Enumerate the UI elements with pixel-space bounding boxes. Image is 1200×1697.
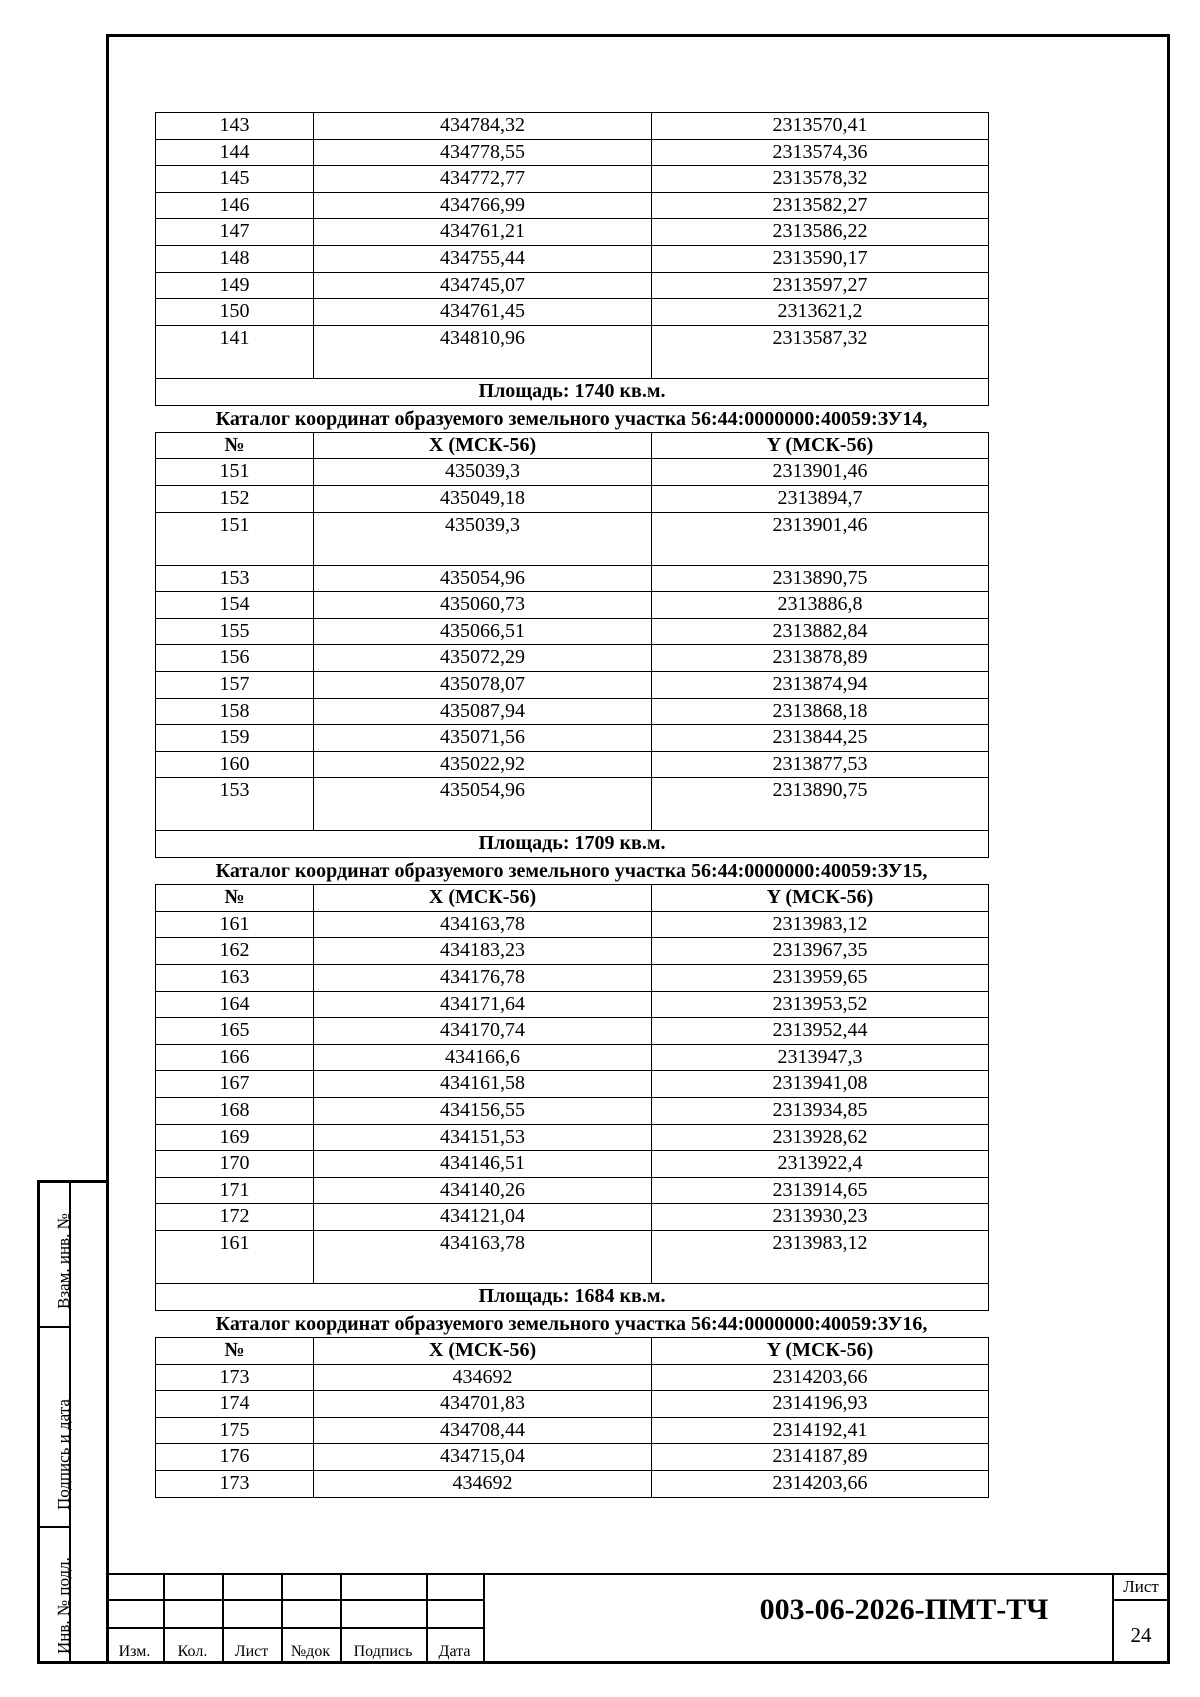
y-coord-cell: 2313928,62 (652, 1124, 989, 1151)
x-coord-cell: 434171,64 (314, 991, 652, 1018)
y-coord-cell: 2313890,75 (652, 778, 989, 831)
y-coord-cell: 2313874,94 (652, 671, 989, 698)
y-coord-cell: 2313930,23 (652, 1204, 989, 1231)
x-coord-cell: 435039,3 (314, 459, 652, 486)
y-coord-cell: 2313894,7 (652, 485, 989, 512)
catalog-caption: Каталог координат образуемого земельного участка 56:44:0000000:40059:ЗУ14, (215, 407, 928, 430)
table-row (156, 166, 989, 193)
y-coord-cell: 2313578,32 (652, 166, 989, 193)
point-number-cell: 174 (156, 1391, 314, 1418)
area-row (156, 1284, 989, 1311)
x-coord-cell: 434708,44 (314, 1417, 652, 1444)
point-number-cell: 175 (156, 1417, 314, 1444)
table-row (156, 1364, 989, 1391)
side-cell-replace-inv (40, 1183, 73, 1328)
x-coord-cell: 435054,96 (314, 778, 652, 831)
table-row (156, 139, 989, 166)
y-coord-cell: 2313597,27 (652, 272, 989, 299)
table-row (156, 1177, 989, 1204)
y-coord-cell: 2313967,35 (652, 938, 989, 965)
document-content (155, 112, 988, 1498)
x-coord-cell: 434784,32 (314, 113, 652, 140)
table-row (156, 219, 989, 246)
point-number-cell: 169 (156, 1124, 314, 1151)
y-coord-cell: 2313890,75 (652, 565, 989, 592)
area-row (156, 378, 989, 405)
x-coord-cell: 435054,96 (314, 565, 652, 592)
x-coord-cell: 434161,58 (314, 1071, 652, 1098)
sheet-label: Лист (1123, 1577, 1159, 1596)
x-coord-cell: 434755,44 (314, 245, 652, 272)
point-number-cell: 152 (156, 485, 314, 512)
document-code: 003-06-2026-ПМТ-ТЧ (759, 1593, 1049, 1626)
x-coord-cell: 435060,73 (314, 592, 652, 619)
y-coord-cell: 2313587,32 (652, 325, 989, 378)
y-coord-cell: 2314196,93 (652, 1391, 989, 1418)
table-row (156, 778, 989, 831)
x-coord-cell: 435072,29 (314, 645, 652, 672)
x-coord-cell: 434761,21 (314, 219, 652, 246)
x-coord-cell: 434163,78 (314, 911, 652, 938)
point-number-cell: 176 (156, 1444, 314, 1471)
y-coord-cell: 2313570,41 (652, 113, 989, 140)
point-number-cell: 158 (156, 698, 314, 725)
y-coord-cell: 2313901,46 (652, 512, 989, 565)
table-row (156, 1124, 989, 1151)
tb-col-change: Изм. (118, 1643, 151, 1660)
area-total: Площадь: 1709 кв.м. (156, 831, 989, 858)
point-number-cell: 141 (156, 325, 314, 378)
x-coord-cell: X (МСК-56) (314, 885, 652, 912)
y-coord-cell: 2313586,22 (652, 219, 989, 246)
y-coord-cell: 2313953,52 (652, 991, 989, 1018)
x-coord-cell: 435022,92 (314, 751, 652, 778)
table-row (156, 1231, 989, 1284)
tb-col-sheet: Лист (234, 1643, 269, 1660)
table-row (156, 1391, 989, 1418)
table-row (156, 459, 989, 486)
table-row (156, 751, 989, 778)
x-coord-cell: 434778,55 (314, 139, 652, 166)
side-cell-signature (40, 1328, 73, 1528)
y-coord-cell: 2314192,41 (652, 1417, 989, 1444)
x-coord-cell: 434183,23 (314, 938, 652, 965)
table-row (156, 1444, 989, 1471)
point-number-cell: 162 (156, 938, 314, 965)
point-number-cell: 161 (156, 1231, 314, 1284)
y-coord-cell: Y (МСК-56) (652, 885, 989, 912)
table-row (156, 1098, 989, 1125)
point-number-cell: 170 (156, 1151, 314, 1178)
y-coord-cell: 2313922,4 (652, 1151, 989, 1178)
point-number-cell: № (156, 885, 314, 912)
y-coord-cell: 2313621,2 (652, 299, 989, 326)
x-coord-cell: 434715,04 (314, 1444, 652, 1471)
table-row (156, 485, 989, 512)
y-coord-cell: 2313901,46 (652, 459, 989, 486)
point-number-cell: 172 (156, 1204, 314, 1231)
table-header-row (156, 432, 989, 459)
coords-table (155, 884, 989, 1311)
point-number-cell: 156 (156, 645, 314, 672)
table-row (156, 965, 989, 992)
table-row (156, 192, 989, 219)
table-row (156, 565, 989, 592)
table-row (156, 299, 989, 326)
point-number-cell: 146 (156, 192, 314, 219)
x-coord-cell: 434745,07 (314, 272, 652, 299)
point-number-cell: 151 (156, 459, 314, 486)
point-number-cell: 164 (156, 991, 314, 1018)
x-coord-cell: 434810,96 (314, 325, 652, 378)
point-number-cell: 163 (156, 965, 314, 992)
point-number-cell: 168 (156, 1098, 314, 1125)
point-number-cell: 151 (156, 512, 314, 565)
point-number-cell: 144 (156, 139, 314, 166)
table-row (156, 272, 989, 299)
point-number-cell: 155 (156, 618, 314, 645)
y-coord-cell: Y (МСК-56) (652, 432, 989, 459)
table-header-row (156, 1338, 989, 1365)
x-coord-cell: 434692 (314, 1470, 652, 1497)
y-coord-cell: 2313983,12 (652, 1231, 989, 1284)
x-coord-cell: 434772,77 (314, 166, 652, 193)
point-number-cell: 150 (156, 299, 314, 326)
y-coord-cell: 2313878,89 (652, 645, 989, 672)
coords-table-continued (155, 112, 989, 406)
table-row (156, 991, 989, 1018)
sheet-number: 24 (1130, 1623, 1152, 1647)
table-row (156, 618, 989, 645)
point-number-cell: 153 (156, 565, 314, 592)
x-coord-cell: X (МСК-56) (314, 1338, 652, 1365)
side-stamp (37, 1180, 106, 1664)
table-row (156, 113, 989, 140)
x-coord-cell: 434766,99 (314, 192, 652, 219)
y-coord-cell: 2314203,66 (652, 1364, 989, 1391)
point-number-cell: 171 (156, 1177, 314, 1204)
table-row (156, 1018, 989, 1045)
side-label-replace-inv: Взам. инв. № (54, 1213, 73, 1309)
coords-table (155, 432, 989, 859)
x-coord-cell: 435049,18 (314, 485, 652, 512)
coords-table (155, 1337, 989, 1498)
table-row (156, 1151, 989, 1178)
y-coord-cell: 2313952,44 (652, 1018, 989, 1045)
tb-col-date: Дата (438, 1643, 471, 1660)
x-coord-cell: 434140,26 (314, 1177, 652, 1204)
side-label-original-inv: Инв. № подл. (54, 1557, 73, 1654)
y-coord-cell: 2313886,8 (652, 592, 989, 619)
table-row (156, 645, 989, 672)
area-total: Площадь: 1684 кв.м. (156, 1284, 989, 1311)
point-number-cell: 145 (156, 166, 314, 193)
point-number-cell: 157 (156, 671, 314, 698)
tb-col-signature: Подпись (353, 1643, 413, 1660)
x-coord-cell: 434692 (314, 1364, 652, 1391)
side-cell-original-inv (40, 1528, 73, 1664)
point-number-cell: 154 (156, 592, 314, 619)
x-coord-cell: 434146,51 (314, 1151, 652, 1178)
y-coord-cell: 2313574,36 (652, 139, 989, 166)
y-coord-cell: 2313877,53 (652, 751, 989, 778)
x-coord-cell: 434176,78 (314, 965, 652, 992)
point-number-cell: 153 (156, 778, 314, 831)
x-coord-cell: 434701,83 (314, 1391, 652, 1418)
y-coord-cell: 2313868,18 (652, 698, 989, 725)
point-number-cell: 165 (156, 1018, 314, 1045)
y-coord-cell: 2313844,25 (652, 725, 989, 752)
y-coord-cell: 2313590,17 (652, 245, 989, 272)
y-coord-cell: 2313983,12 (652, 911, 989, 938)
point-number-cell: 173 (156, 1364, 314, 1391)
catalog-caption: Каталог координат образуемого земельного участка 56:44:0000000:40059:ЗУ15, (215, 860, 928, 883)
point-number-cell: 149 (156, 272, 314, 299)
table-row (156, 1071, 989, 1098)
x-coord-cell: 434163,78 (314, 1231, 652, 1284)
tb-col-count: Кол. (177, 1643, 208, 1660)
side-label-signature: Подпись и дата (54, 1399, 73, 1510)
y-coord-cell: 2313882,84 (652, 618, 989, 645)
x-coord-cell: 434170,74 (314, 1018, 652, 1045)
x-coord-cell: 434166,6 (314, 1044, 652, 1071)
x-coord-cell: 434761,45 (314, 299, 652, 326)
point-number-cell: № (156, 1338, 314, 1365)
x-coord-cell: 435066,51 (314, 618, 652, 645)
y-coord-cell: 2314187,89 (652, 1444, 989, 1471)
point-number-cell: 159 (156, 725, 314, 752)
table-row (156, 1204, 989, 1231)
point-number-cell: 173 (156, 1470, 314, 1497)
table-row (156, 245, 989, 272)
point-number-cell: 166 (156, 1044, 314, 1071)
x-coord-cell: 435087,94 (314, 698, 652, 725)
y-coord-cell: 2313934,85 (652, 1098, 989, 1125)
x-coord-cell: 435078,07 (314, 671, 652, 698)
table-row (156, 1470, 989, 1497)
x-coord-cell: 434121,04 (314, 1204, 652, 1231)
x-coord-cell: X (МСК-56) (314, 432, 652, 459)
point-number-cell: 167 (156, 1071, 314, 1098)
table-row (156, 1044, 989, 1071)
point-number-cell: 148 (156, 245, 314, 272)
point-number-cell: 147 (156, 219, 314, 246)
y-coord-cell: 2313582,27 (652, 192, 989, 219)
table-row (156, 671, 989, 698)
x-coord-cell: 435039,3 (314, 512, 652, 565)
y-coord-cell: 2313959,65 (652, 965, 989, 992)
table-row (156, 1417, 989, 1444)
x-coord-cell: 434151,53 (314, 1124, 652, 1151)
point-number-cell: № (156, 432, 314, 459)
area-row (156, 831, 989, 858)
x-coord-cell: 435071,56 (314, 725, 652, 752)
y-coord-cell: 2313914,65 (652, 1177, 989, 1204)
table-row (156, 725, 989, 752)
catalog-caption: Каталог координат образуемого земельного участка 56:44:0000000:40059:ЗУ16, (215, 1313, 928, 1335)
point-number-cell: 161 (156, 911, 314, 938)
table-row (156, 325, 989, 378)
point-number-cell: 160 (156, 751, 314, 778)
area-total: Площадь: 1740 кв.м. (156, 378, 989, 405)
title-block (106, 1573, 1170, 1664)
y-coord-cell: Y (МСК-56) (652, 1338, 989, 1365)
y-coord-cell: 2313947,3 (652, 1044, 989, 1071)
table-row (156, 938, 989, 965)
table-header-row (156, 885, 989, 912)
table-row (156, 911, 989, 938)
table-row (156, 698, 989, 725)
table-row (156, 512, 989, 565)
y-coord-cell: 2313941,08 (652, 1071, 989, 1098)
point-number-cell: 143 (156, 113, 314, 140)
x-coord-cell: 434156,55 (314, 1098, 652, 1125)
tb-col-doc-no: №док (290, 1643, 331, 1660)
y-coord-cell: 2314203,66 (652, 1470, 989, 1497)
table-row (156, 592, 989, 619)
